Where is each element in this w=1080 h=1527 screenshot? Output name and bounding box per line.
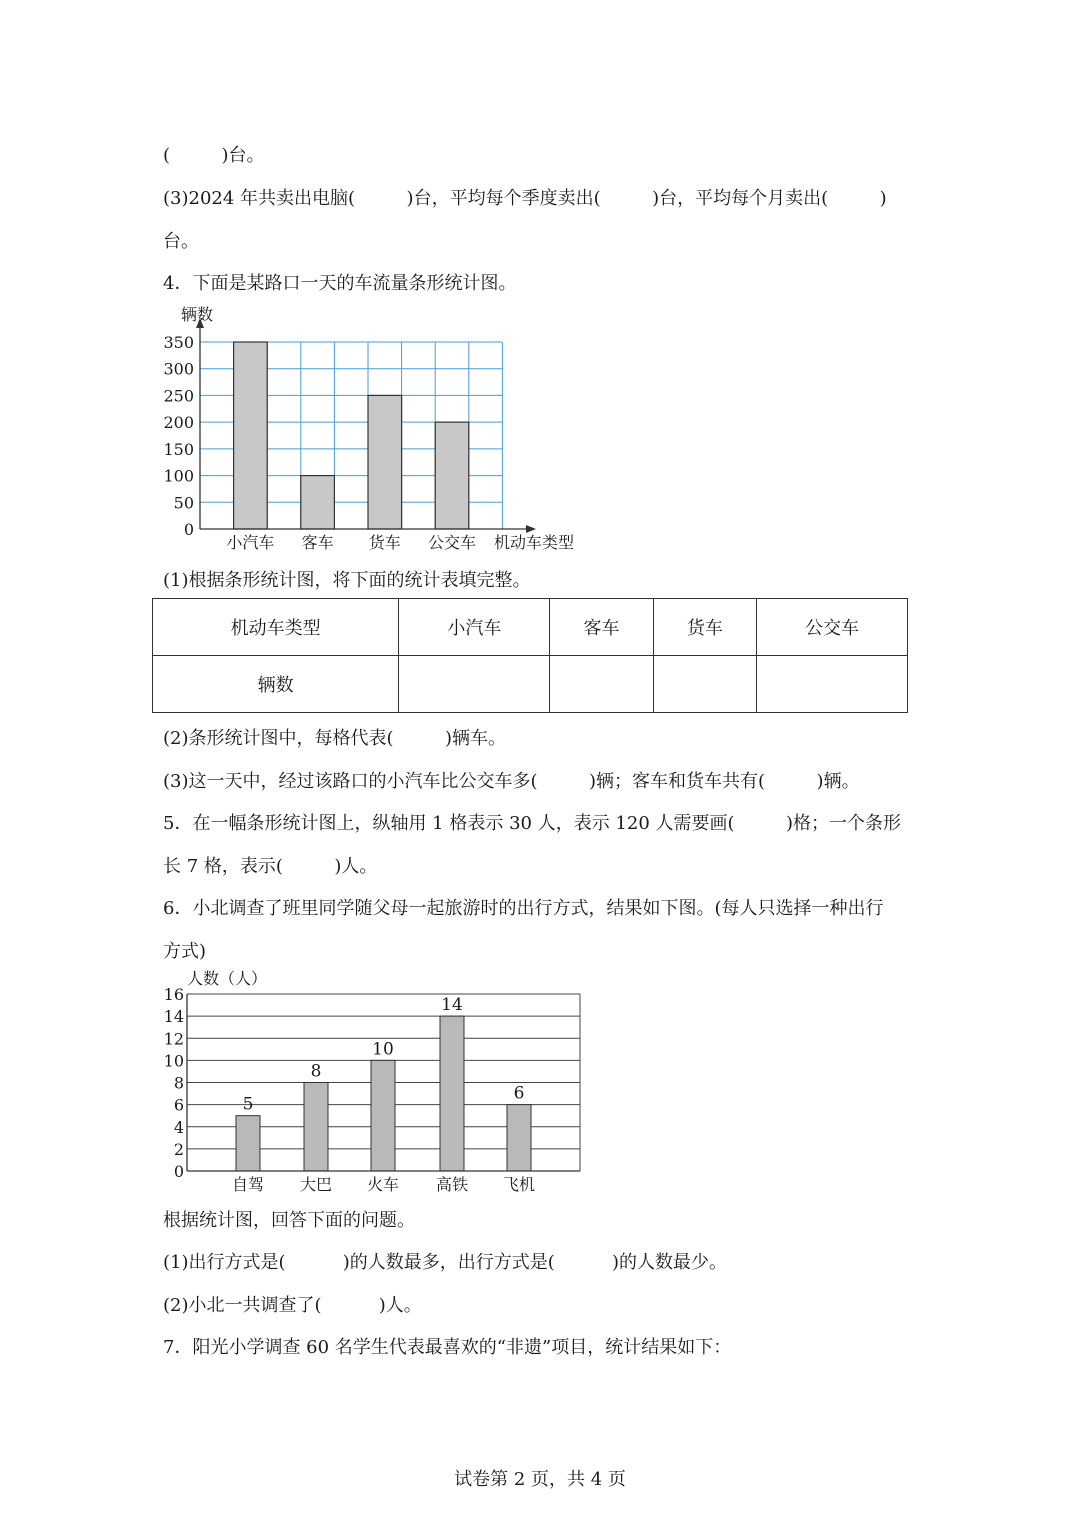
y-tick-label: 350 (163, 333, 194, 352)
x-tick-label: 高铁 (435, 1175, 469, 1194)
bar (234, 342, 268, 529)
data-label: 6 (513, 1083, 525, 1104)
y-tick-label: 8 (173, 1073, 184, 1093)
y-tick-label: 50 (173, 493, 194, 513)
x-tick-label: 公交车 (427, 533, 477, 552)
bar (301, 476, 335, 529)
table-blank-cell[interactable] (756, 656, 907, 713)
question-7: 7．阳光小学调查 60 名学生代表最喜欢的“非遗”项目，统计结果如下： (163, 1337, 732, 1358)
question-6-intro: 根据统计图，回答下面的问题。 (163, 1210, 415, 1231)
x-tick-label: 飞机 (502, 1175, 536, 1194)
table-row (153, 656, 908, 713)
question-4-3: (3)这一天中，经过该路口的小汽车比公交车多( )辆；客车和货车共有( )辆。 (163, 771, 860, 792)
question-5: 5．在一幅条形统计图上，纵轴用 1 格表示 30 人，表示 120 人需要画( )格；一个条形 (163, 813, 902, 834)
y-axis-title: 人数（人） (187, 969, 268, 988)
y-tick-label: 12 (163, 1029, 184, 1049)
y-tick-label: 250 (163, 386, 194, 406)
table-blank-cell[interactable] (399, 656, 550, 713)
x-tick-label: 火车 (366, 1175, 400, 1194)
x-axis-title: 机动车类型 (494, 533, 575, 552)
y-tick-label: 0 (173, 1162, 184, 1181)
vehicle-bar-chart (150, 298, 590, 560)
y-tick-label: 2 (173, 1139, 184, 1159)
bar (368, 395, 402, 529)
y-tick-label: 100 (163, 466, 194, 486)
question-6: 6．小北调查了班里同学随父母一起旅游时的出行方式，结果如下图。(每人只选择一种出行 (163, 898, 884, 919)
data-label: 8 (310, 1061, 322, 1082)
table-header-cell: 货车 (653, 599, 756, 656)
data-label: 5 (242, 1094, 254, 1115)
travel-bar-chart (150, 962, 600, 1198)
table-header-cell: 公交车 (756, 599, 907, 656)
answer-line-q3-2-tail: ( )台。 (163, 145, 265, 166)
data-label: 10 (372, 1039, 394, 1060)
vehicle-stat-table (152, 598, 908, 713)
y-tick-label: 10 (163, 1051, 184, 1071)
data-label: 14 (441, 995, 463, 1016)
question-4-2: (2)条形统计图中，每格代表( )辆车。 (163, 728, 507, 749)
table-blank-cell[interactable] (653, 656, 756, 713)
question-4-title: 4．下面是某路口一天的车流量条形统计图。 (163, 273, 517, 294)
bar (440, 1016, 464, 1171)
x-tick-label: 小汽车 (226, 533, 275, 552)
bar (236, 1116, 260, 1171)
bar (304, 1083, 328, 1172)
question-3-3-tail: 台。 (163, 231, 199, 252)
x-axis-arrow (526, 525, 536, 533)
table-row-label: 辆数 (153, 656, 399, 713)
question-4-1: (1)根据条形统计图，将下面的统计表填完整。 (163, 570, 531, 591)
table-header-cell: 机动车类型 (153, 599, 399, 656)
bar (435, 422, 469, 529)
y-tick-label: 0 (183, 520, 194, 539)
table-blank-cell[interactable] (550, 656, 653, 713)
question-6-tail: 方式) (163, 941, 207, 962)
question-6-2: (2)小北一共调查了( )人。 (163, 1295, 422, 1316)
question-3-3: (3)2024 年共卖出电脑( )台，平均每个季度卖出( )台，平均每个月卖出( ) (163, 188, 887, 209)
question-6-1: (1)出行方式是( )的人数最多，出行方式是( )的人数最少。 (163, 1252, 728, 1273)
x-tick-label: 大巴 (299, 1175, 333, 1194)
table-header-cell: 客车 (550, 599, 653, 656)
table-row (153, 599, 908, 656)
bar (507, 1105, 531, 1171)
page-footer: 试卷第 2 页，共 4 页 (454, 1469, 626, 1490)
y-tick-label: 150 (163, 439, 194, 459)
y-tick-label: 4 (173, 1117, 184, 1137)
y-tick-label: 200 (163, 413, 194, 433)
question-5-tail: 长 7 格，表示( )人。 (163, 856, 378, 877)
x-tick-label: 货车 (368, 533, 401, 552)
y-tick-label: 14 (163, 1007, 184, 1027)
y-axis-title: 辆数 (181, 305, 214, 324)
x-tick-label: 自驾 (231, 1175, 265, 1194)
y-tick-label: 300 (163, 359, 194, 379)
x-tick-label: 客车 (301, 533, 334, 552)
y-tick-label: 6 (173, 1095, 184, 1115)
table-header-cell: 小汽车 (399, 599, 550, 656)
y-tick-label: 16 (163, 985, 184, 1004)
bar (371, 1060, 395, 1171)
